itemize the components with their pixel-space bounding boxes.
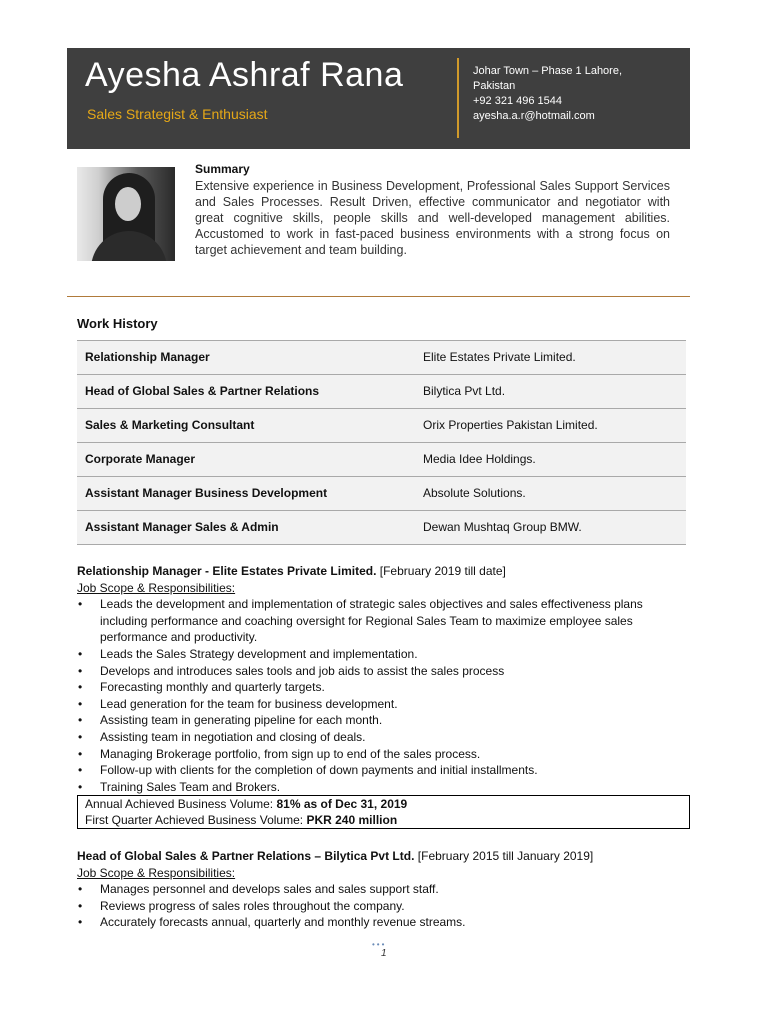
job-dates: [February 2019 till date] xyxy=(379,564,506,578)
header-divider xyxy=(457,58,459,138)
resume-header xyxy=(67,48,690,149)
job-role: Relationship Manager xyxy=(85,350,210,364)
job-role: Assistant Manager Business Development xyxy=(85,486,328,500)
job-company: Elite Estates Private Limited. xyxy=(423,350,576,364)
candidate-name: Ayesha Ashraf Rana xyxy=(85,56,404,94)
job-company: Orix Properties Pakistan Limited. xyxy=(423,418,598,432)
section-divider xyxy=(67,296,690,297)
job-company: Absolute Solutions. xyxy=(423,486,526,500)
list-item: • Forecasting monthly and quarterly targets. xyxy=(77,679,691,696)
list-item: • Manages personnel and develops sales and sales support staff. xyxy=(77,881,691,898)
list-item: • Develops and introduces sales tools and job aids to assist the sales process xyxy=(77,663,691,680)
achievement-box xyxy=(77,795,690,829)
job-company: Media Idee Holdings. xyxy=(423,452,536,466)
job-heading xyxy=(77,848,691,865)
contact-info xyxy=(473,64,673,124)
responsibility-list xyxy=(77,881,691,931)
achievement-label: Annual Achieved Business Volume: xyxy=(85,797,274,812)
list-item: • Accurately forecasts annual, quarterly and monthly revenue streams. xyxy=(77,914,691,931)
table-row xyxy=(77,409,686,443)
job-title: Relationship Manager - Elite Estates Private Limited. xyxy=(77,564,377,578)
job-company: Dewan Mushtaq Group BMW. xyxy=(423,520,582,534)
work-history-table xyxy=(77,340,686,545)
achievement-quarter xyxy=(85,812,682,828)
achievement-annual xyxy=(85,796,682,812)
job-role: Assistant Manager Sales & Admin xyxy=(85,520,279,534)
job-role: Head of Global Sales & Partner Relations xyxy=(85,384,320,398)
address-line-1: Johar Town – Phase 1 Lahore, xyxy=(473,65,623,77)
phone-number: +92 321 496 1544 xyxy=(473,95,563,107)
job-section-global-sales xyxy=(77,848,691,931)
job-section-relationship-manager xyxy=(77,563,691,829)
list-item: • Reviews progress of sales roles throughout the company. xyxy=(77,898,691,915)
achievement-value: PKR 240 million xyxy=(306,813,398,828)
job-dates: [February 2015 till January 2019] xyxy=(417,849,594,863)
photo-face xyxy=(115,187,141,221)
address-line-2: Pakistan xyxy=(473,80,516,92)
work-history-title: Work History xyxy=(77,316,158,331)
list-item: • Assisting team in negotiation and closing of deals. xyxy=(77,729,691,746)
list-item: • Training Sales Team and Brokers. xyxy=(77,779,691,796)
job-title: Head of Global Sales & Partner Relations – Bilytica Pvt Ltd. xyxy=(77,849,415,863)
page-indicator-dots: ••• xyxy=(372,940,387,949)
job-heading xyxy=(77,563,691,580)
profile-photo xyxy=(77,167,175,261)
page-number: 1 xyxy=(381,948,387,959)
table-row xyxy=(77,511,686,545)
job-role: Corporate Manager xyxy=(85,452,196,466)
table-row xyxy=(77,477,686,511)
summary-title: Summary xyxy=(195,162,250,176)
job-role: Sales & Marketing Consultant xyxy=(85,418,255,432)
table-row xyxy=(77,443,686,477)
list-item: • Assisting team in generating pipeline for each month. xyxy=(77,712,691,729)
list-item: • Leads the development and implementation of strategic sales objectives and sales effectiveness plans including performance and coaching oversight for Regional Sales Team to maximize employee sales performance and productivity. xyxy=(77,596,691,646)
list-item: • Follow-up with clients for the completion of down payments and initial installments. xyxy=(77,762,691,779)
achievement-label: First Quarter Achieved Business Volume: xyxy=(85,813,304,828)
list-item: • Managing Brokerage portfolio, from sign up to end of the sales process. xyxy=(77,746,691,763)
candidate-tagline: Sales Strategist & Enthusiast xyxy=(87,106,268,122)
responsibility-list xyxy=(77,596,691,795)
list-item: • Lead generation for the team for business development. xyxy=(77,696,691,713)
job-scope-label: Job Scope & Responsibilities: xyxy=(77,580,236,595)
job-company: Bilytica Pvt Ltd. xyxy=(423,384,506,398)
summary-text: Extensive experience in Business Development, Professional Sales Support Services and Sales Processes. Result Driven, effective communicator and negotiator with great cognitive skills, people skills and well-developed management abilities. Accustomed to work in fast-paced business environments with a strong focus on target achievement and team building. xyxy=(195,179,670,257)
achievement-value: 81% as of Dec 31, 2019 xyxy=(276,797,408,812)
table-row xyxy=(77,375,686,409)
table-row xyxy=(77,341,686,375)
list-item: • Leads the Sales Strategy development and implementation. xyxy=(77,646,691,663)
job-scope-label: Job Scope & Responsibilities: xyxy=(77,865,236,880)
email-address[interactable]: ayesha.a.r@hotmail.com xyxy=(473,110,595,122)
